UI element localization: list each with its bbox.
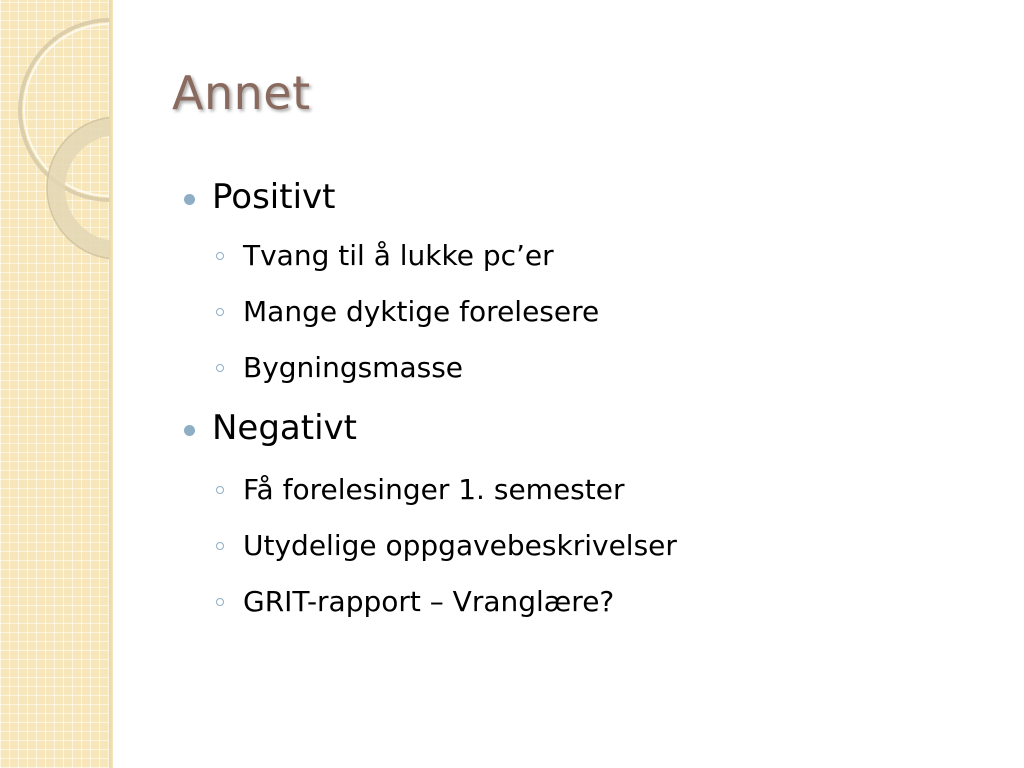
bullet-filled-icon <box>184 194 195 205</box>
section-heading: Negativt <box>212 408 357 448</box>
bullet-hollow-icon <box>216 308 224 316</box>
list-item: Få forelesinger 1. semester <box>243 473 625 506</box>
bullet-hollow-icon <box>216 364 224 372</box>
list-item: Mange dyktige forelesere <box>243 295 600 328</box>
bullet-hollow-icon <box>216 486 224 494</box>
list-item: GRIT-rapport – Vranglære? <box>243 585 615 618</box>
list-item: Utydelige oppgavebeskrivelser <box>243 529 677 562</box>
slide-title: Annet <box>172 66 311 120</box>
list-item: Bygningsmasse <box>243 351 464 384</box>
bullet-hollow-icon <box>216 252 224 260</box>
bullet-hollow-icon <box>216 598 224 606</box>
bullet-filled-icon <box>184 425 195 436</box>
section-heading: Positivt <box>212 177 336 217</box>
bullet-hollow-icon <box>216 542 224 550</box>
list-item: Tvang til å lukke pc’er <box>243 239 554 272</box>
